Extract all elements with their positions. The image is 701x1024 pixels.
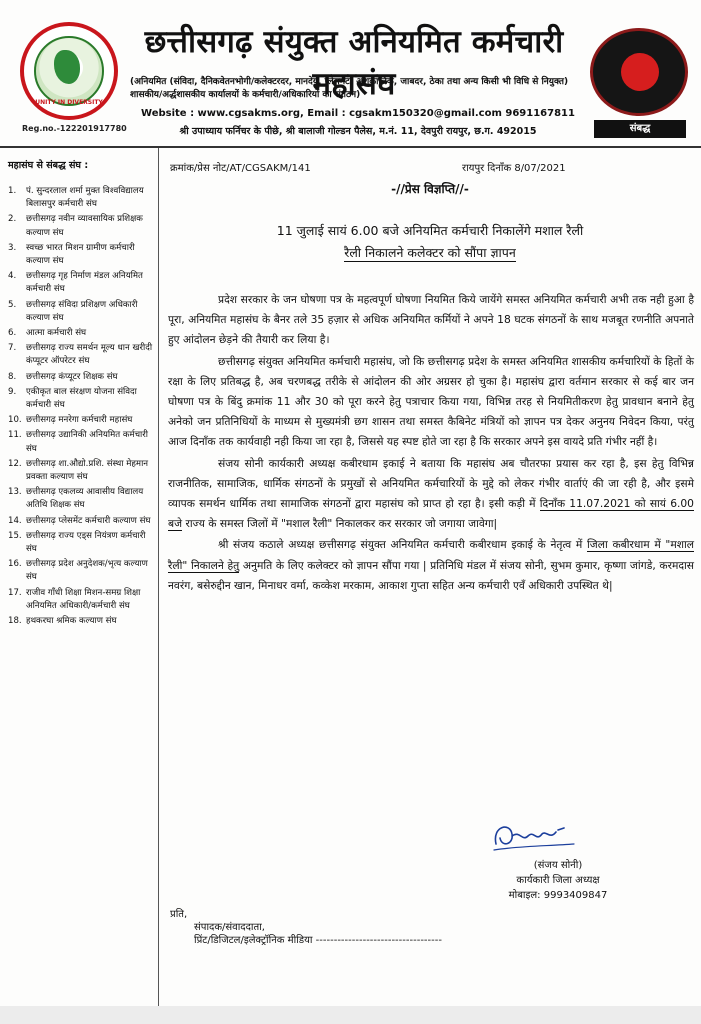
sidebar-divider (158, 148, 159, 1008)
union-number: 12. (8, 458, 22, 469)
letterhead (0, 0, 701, 145)
union-number: 10. (8, 415, 22, 426)
logo-motto: UNITY IN DIVERSITY (35, 99, 103, 106)
affiliated-union-item (8, 458, 156, 484)
affiliated-union-item (8, 371, 156, 384)
union-name: छत्तीसगढ़ एकलव्य आवासीय विद्यालय अतिथि शिक्षक संघ (26, 487, 144, 511)
union-number: 5. (8, 299, 17, 310)
union-number: 18. (8, 616, 22, 627)
registration-number: Reg.no.-122201917780 (22, 124, 127, 133)
affiliated-union-item (8, 299, 156, 325)
union-name: छत्तीसगढ़ कंप्यूटर शिक्षक संघ (26, 371, 118, 382)
signatory-title: कार्यकारी जिला अध्यक्ष (516, 875, 600, 886)
union-name: छत्तीसगढ़ प्लेसमेंट कर्मचारी कल्याण संघ (26, 515, 151, 526)
affiliated-union-item (8, 327, 156, 340)
reference-number: क्रमांक/प्रेस नोट/AT/CGSAKM/141 (170, 163, 311, 174)
union-number: 7. (8, 343, 17, 354)
subheadline-text: रैली निकालने कलेक्टर को सौंपा ज्ञापन (344, 245, 516, 260)
press-release-label: -//प्रेस विज्ञप्ति//- (391, 182, 469, 196)
paragraph-4-text-b: अनुमति के लिए कलेक्टर को ज्ञापन सौंपा गया | प्रतिनिधि मंडल में संजय सोनी, सुभम कुमार, कृष्णा जांगडे, करमदास नवरंग, बसेरुद्दीन खान, मिनाधर वर्मा, कव्केश मरकाम, आकाश गुप्ता सहित अन्य कर्मचारी एवँ अधिकारी उपस्थित थे| (168, 558, 694, 592)
affiliated-union-item (8, 515, 156, 528)
affiliated-union-item (8, 615, 156, 628)
paragraph-3-text-b: राज्य के समस्त जिलों में "मशाल रैली" निकालकर कर सरकार जो जगाया जावेगा| (182, 517, 498, 531)
affiliated-union-item (8, 242, 156, 268)
fist-icon (621, 53, 659, 91)
body-paragraph-1: प्रदेश सरकार के जन घोषणा पत्र के महत्वपूर्ण घोषणा नियमित किये जायेंगे समस्त अनियमित कर्मचारी अभी तक नही हुआ है पूरा, अनियमित महासंघ के बैनर तले 35 हज़ार से अधिक अनियमित कर्मियों ने अपने 18 घटक संगठनों के साथ मजबूत रणनीति अपनाते हुए आंदोलन छेड़ने की तैयारी कर लिया है। (168, 293, 694, 347)
place-and-date: रायपुर दिनाँक 8/07/2021 (462, 163, 566, 174)
union-name: आत्मा कर्मचारी संघ (26, 328, 87, 339)
union-number: 17. (8, 587, 22, 598)
affiliated-union-item (8, 558, 156, 584)
union-number: 9. (8, 386, 17, 397)
signatory-name: (संजय सोनी) (533, 860, 583, 871)
union-name: छत्तीसगढ़ संविदा प्रशिक्षण अधिकारी कल्याण संघ (26, 299, 138, 323)
signatory-block (448, 858, 668, 903)
union-number: 15. (8, 530, 22, 541)
affiliated-union-item (8, 270, 156, 296)
affiliated-union-item (8, 386, 156, 412)
union-number: 16. (8, 559, 22, 570)
sidebar-heading: महासंघ से संबद्ध संघ : (8, 160, 89, 171)
union-number: 13. (8, 487, 22, 498)
affiliated-badge: संबद्ध (594, 120, 686, 138)
recipient-line-1: संपादक/संवाददाता, (194, 922, 265, 933)
organization-title: छत्तीसगढ़ संयुक्त अनियमित कर्मचारी महासंघ (144, 24, 564, 102)
union-name: छत्तीसगढ़ नवीन व्यावसायिक प्रशिक्षक कल्याण संघ (26, 214, 143, 238)
union-number: 11. (8, 430, 22, 441)
organization-description: (अनियमित (संविदा, दैनिकवेतनभोगी/कलेक्टरदर, मानदेय, प्लेसमेंट, अंशकालिक, जाबदर, ठेका तथा अन्य किसी भी विधि से नियुक्त) शासकीय/अर्द्धशासकीय कार्यालयों के कर्मचारी/अधिकारियों का संगठन) (130, 77, 569, 100)
rally-datetime: दिनाँक 11.07.2021 को सायं 6.00 बजे (168, 497, 694, 531)
recipients-block (170, 908, 690, 947)
union-name: छत्तीसगढ़ उद्यानिकी अनियमित कर्मचारी संघ (26, 430, 149, 454)
union-name: छत्तीसगढ़ मनरेगा कर्मचारी महासंघ (26, 415, 133, 426)
union-number: 4. (8, 271, 17, 282)
union-name: छत्तीसगढ़ राज्य समर्थन मूल्य धान खरीदी कंप्यूटर ऑपरेटर संघ (26, 343, 153, 367)
handwritten-signature (488, 816, 578, 856)
affiliated-union-item (8, 486, 156, 512)
affiliated-union-item (8, 414, 156, 427)
union-number: 2. (8, 214, 17, 225)
union-number: 6. (8, 328, 17, 339)
paragraph-4-text-a: श्री संजय कठाले अध्यक्ष छत्तीसगढ़ संयुक्त अनियमित कर्मचारी कबीरधाम इकाई के नेतृत्व में (218, 538, 588, 552)
recipient-line-2: प्रिंट/डिजिटल/इलेक्ट्रॉनिक मीडिया ----------------------------------- (194, 935, 442, 946)
affiliated-union-item (8, 185, 156, 211)
subheadline (170, 244, 690, 261)
body-paragraph-4 (168, 535, 694, 596)
header-divider (0, 146, 701, 148)
union-number: 3. (8, 242, 17, 253)
recipients-prefix: प्रति, (170, 909, 188, 920)
signatory-mobile: मोबाइल: 9993409847 (508, 890, 608, 901)
affiliated-unions-sidebar (8, 158, 156, 630)
union-name: पं. सुन्दरलाल शर्मा मुक्त विश्वविद्यालय बिलासपुर कर्मचारी संघ (26, 186, 144, 210)
union-name: छत्तीसगढ़ गृह निर्माण मंडल अनियमित कर्मचारी संघ (26, 271, 143, 295)
body-paragraph-3 (168, 454, 694, 535)
affiliated-union-item (8, 587, 156, 613)
unity-emblem (590, 28, 688, 116)
chhattisgarh-map-icon (54, 50, 80, 84)
union-number: 8. (8, 371, 17, 382)
affiliated-union-item (8, 342, 156, 368)
district-rally-note: जिला कबीरधाम में "मशाल रैली" निकालने हेतु (168, 538, 694, 572)
federation-logo (20, 22, 118, 120)
union-name: राजीव गाँधी शिक्षा मिशन-समग्र शिक्षा अनियमित अधिकारी/कर्मचारी संघ (26, 587, 141, 611)
union-number: 14. (8, 515, 22, 526)
union-name: स्वच्छ भारत मिशन ग्रामीण कर्मचारी कल्याण संघ (26, 242, 135, 267)
affiliated-unions-list (8, 185, 156, 628)
affiliated-union-item (8, 530, 156, 556)
union-number: 1. (8, 186, 17, 196)
union-name: हथकरघा श्रमिक कल्याण संघ (26, 616, 117, 627)
affiliated-union-item (8, 429, 156, 455)
headline: 11 जुलाई सायं 6.00 बजे अनियमित कर्मचारी निकालेंगे मशाल रैली (276, 223, 584, 238)
affiliated-union-item (8, 213, 156, 239)
page-bottom-margin (0, 1006, 701, 1024)
press-note-body (168, 290, 694, 597)
paragraph-3-text-a: संजय सोनी कार्यकारी अध्यक्ष कबीरधाम इकाई ने बताया कि महासंघ अब चौतरफा प्रयास कर रहा है, इस हेतु विभिन्न राजनीतिक, सामाजिक, धार्मिक संगठनों के प्रमुखों से अनियमित कर्मचारियों के मुद्दे को लेकर गंभीर वार्ताएं की जा रही है, और इसमे व्यापक समर्थन धार्मिक तथा सामाजिक संगठनों द्वारा महासंघ को प्राप्त हो रहा है। इसी कड़ी में (168, 456, 694, 511)
organization-contact: Website : www.cgsakms.org, Email : cgsakm150320@gmail.com 9691167811 (141, 108, 575, 119)
union-name: छत्तीसगढ़ शा.औद्यो.प्रशि. संस्था मेहमान प्रवक्ता कल्याण संघ (26, 458, 149, 483)
organization-address: श्री उपाध्याय फर्निचर के पीछे, श्री बालाजी गोल्डन पैलेस, म.नं. 11, देवपुरी रायपुर, छ.ग. 492015 (179, 126, 537, 137)
body-paragraph-2: छत्तीसगढ़ संयुक्त अनियमित कर्मचारी महासंघ, जो कि छत्तीसगढ़ प्रदेश के समस्त अनियमित शासकीय कर्मचारियों के हितों के रक्षा के लिए प्रतिबद्ध है, अब चरणबद्ध तरीके से आंदोलन की ओर अग्रसर हो चुका है। महासंघ द्वारा वर्तमान सरकार से कई बार जन घोषणा पत्र के बिंदु क्रमांक 11 और 30 को पूरा करने हेतु पत्राचार किया गया, विभिन्न तरह से नियमितीकरण हेतु प्रावधान बनाने हेतु अनेको जन प्रतिनिधियों के माध्यम से मुख्यमंत्री छग शासन तथा समस्त कैबिनेट मंत्रियों को ज्ञापन पत्र देकर अनुनय निवेदन किया, परंतु आज दिनाँक तक कार्यवाही नही किया जा रहा है, जिससे यह स्पष्ट होते जा रहा है कि सरकार अपने इस वायदे प्रति गंभीर नहीं है। (168, 354, 694, 449)
union-name: छत्तीसगढ़ प्रदेश अनुदेशक/भृत्य कल्याण संघ (26, 559, 148, 583)
union-name: छत्तीसगढ़ राज्य एड्स नियंत्रण कर्मचारी संघ (26, 530, 146, 555)
union-name: एकीकृत बाल संरक्षण योजना संविदा कर्मचारी संघ (26, 386, 137, 411)
